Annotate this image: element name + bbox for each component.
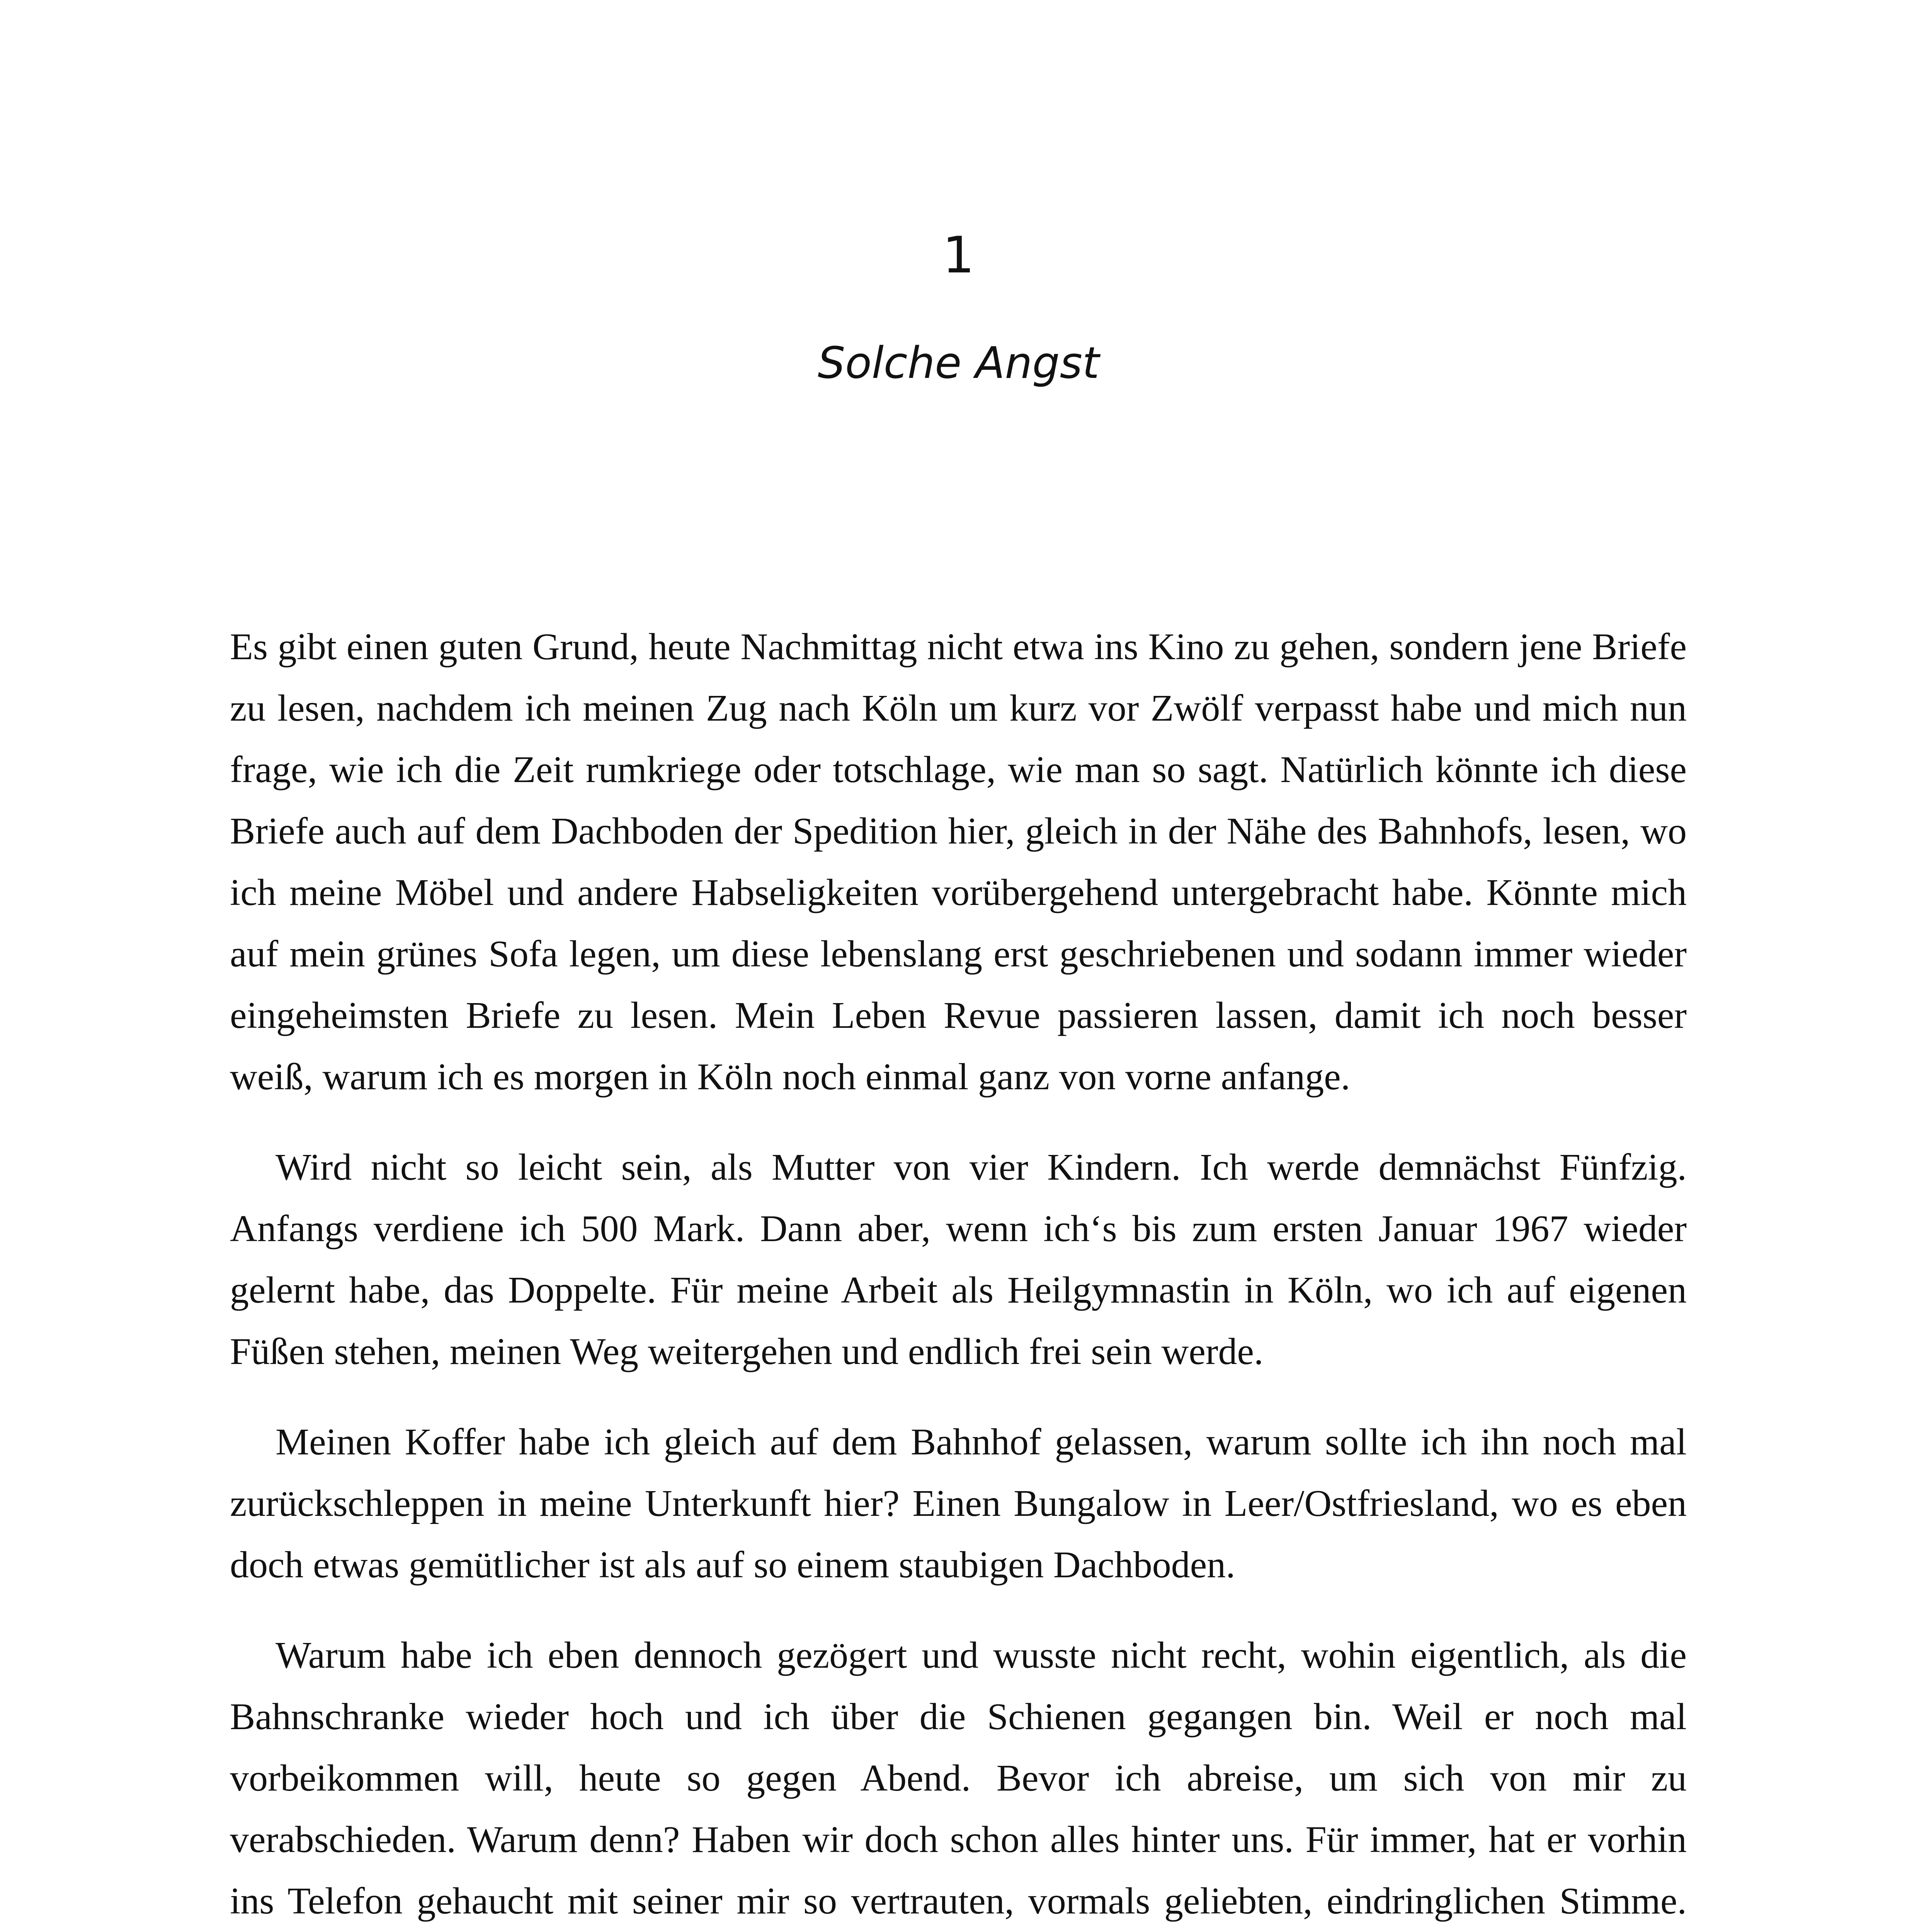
paragraph: Es gibt einen guten Grund, heute Nachmittag nicht etwa ins Kino zu gehen, sondern jene Briefe zu lesen, nachdem ich meinen Zug nach Köln um kurz vor Zwölf verpasst habe und mich nun frage, wie ich die Zeit rumkriege oder totschlage, wie man so sagt. Natürlich könnte ich diese Briefe auch auf dem Dachboden der Spedition hier, gleich in der Nähe des Bahnhofs, lesen, wo ich meine Möbel und andere Habseligkeiten vorübergehend untergebracht habe. Könnte mich auf mein grünes Sofa legen, um diese lebenslang erst geschriebenen und sodann immer wieder eingeheimsten Briefe zu lesen. Mein Leben Revue passieren lassen, damit ich noch besser weiß, warum ich es morgen in Köln noch einmal ganz von vorne anfange. (230, 626, 1687, 1098)
chapter-number: 1 (942, 226, 975, 284)
paragraph: Wird nicht so leicht sein, als Mutter von vier Kindern. Ich werde demnächst Fünfzig. Anfangs verdiene ich 500 Mark. Dann aber, wenn ich‘s bis zum ersten Januar 1967 wieder gelernt habe, das Doppelte. Für meine Arbeit als Heilgymnastin in Köln, wo ich auf eigenen Füßen stehen, meinen Weg weitergehen und endlich frei sein werde. (230, 1146, 1687, 1372)
paragraph: Warum habe ich eben dennoch gezögert und wusste nicht recht, wohin eigentlich, als die Bahnschranke wieder hoch und ich über die Schienen gegangen bin. Weil er noch mal vorbeikommen will, heute so gegen Abend. Bevor ich abreise, um sich von mir zu verabschieden. Warum denn? Haben wir doch schon alles hinter uns. Für immer, hat er vorhin ins Telefon gehaucht mit seiner mir so vertrauten, vormals geliebten, eindringlichen Stimme. (230, 1634, 1687, 1922)
chapter-title: Solche Angst (818, 338, 1099, 388)
paragraph: Meinen Koffer habe ich gleich auf dem Bahnhof gelassen, warum sollte ich ihn noch mal zurückschleppen in meine Unterkunft hier? Einen Bungalow in Leer/Ostfriesland, wo es eben doch etwas gemütlicher ist als auf so einem staubigen Dachboden. (230, 1421, 1687, 1586)
chapter-body (230, 616, 1687, 1932)
